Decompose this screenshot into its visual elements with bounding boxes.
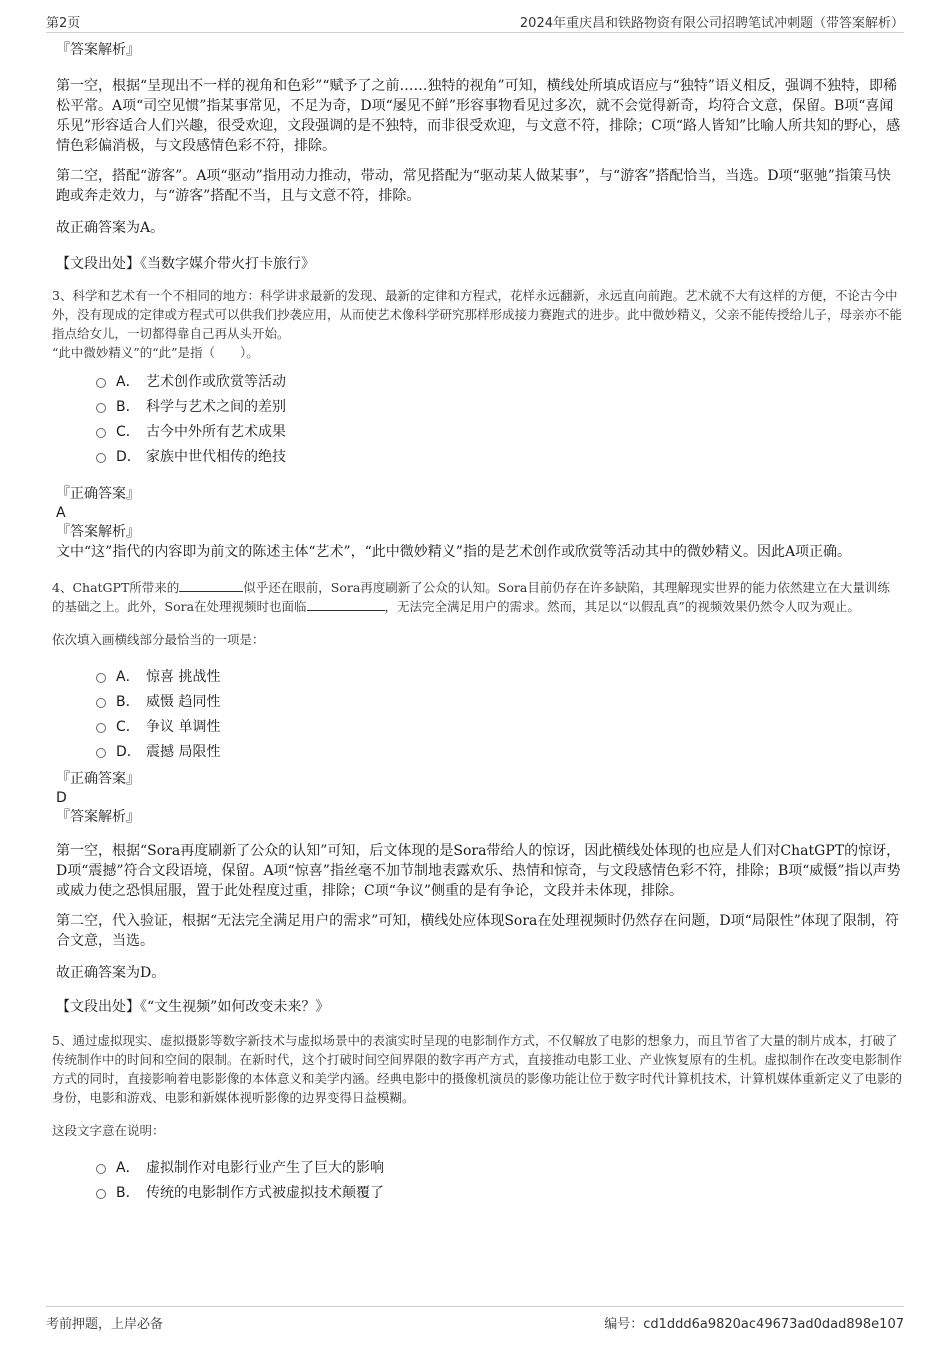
option-d[interactable]: D． 家族中世代相传的绝技 bbox=[96, 443, 902, 468]
analysis-label: 『答案解析』 bbox=[56, 42, 140, 58]
fill-blank bbox=[307, 598, 385, 611]
radio-icon[interactable] bbox=[96, 673, 106, 683]
conclusion-text: 故正确答案为A。 bbox=[56, 220, 165, 236]
radio-icon[interactable] bbox=[96, 453, 106, 463]
page-number: 第2页 bbox=[46, 16, 81, 31]
question-stem: 5、通过虚拟现实、虚拟摄影等数字新技术与虚拟场景中的表演实时呈现的电影制作方式，不仅解放了电影的想象力，而且节省了大量的制片成本，打破了传统制作中的时间和空间的限制。在新时代，这个打破时间空间界限的数字再产方式，直接推动电影工业、产业恢复原有的生机。虚拟制作在改变电影制作方式的同时，直接影响着电影影像的本体意义和美学内涵。经典电影中的摄像机演员的影像功能让位于数字时代计算机技术，计算机媒体重新定义了电影的身份，电影和游戏、电影和新媒体视听影像的边界变得日益模糊。 bbox=[52, 1033, 903, 1105]
radio-icon[interactable] bbox=[96, 1164, 106, 1174]
option-a[interactable]: A． 惊喜 挑战性 bbox=[96, 663, 902, 688]
question-prompt: 依次填入画横线部分最恰当的一项是： bbox=[52, 632, 265, 647]
analysis-paragraph: 第一空，根据“Sora再度刷新了公众的认知”可知，后文体现的是Sora带给人的惊讶，因此横线处体现的也应是人们对ChatGPT的惊讶，D项“震撼”符合文段语境，保留。A项“惊喜”指丝毫不加节制地表露欢乐、热情和惊奇，与文段感情色彩不符，排除；B项“威慑”指以声势或威力使之恐惧屈服，置于此处程度过重，排除；C项“争议”侧重的是有争论，文段并未体现，排除。 bbox=[56, 843, 901, 899]
radio-icon[interactable] bbox=[96, 748, 106, 758]
footer-slogan: 考前押题，上岸必备 bbox=[46, 1317, 164, 1332]
analysis-paragraph: 第二空，搭配“游客”。A项“驱动”指用动力推动，带动，常见搭配为“驱动某人做某事”，与“游客”搭配恰当，当选。D项“驱驰”指策马快跑或奔走效力，与“游客”搭配不当，且与文意不符，排除。 bbox=[56, 168, 891, 204]
page-content bbox=[52, 40, 903, 1204]
page-footer bbox=[46, 1306, 904, 1332]
question-prompt: 这段文字意在说明： bbox=[52, 1123, 165, 1138]
source-citation: 【文段出处】《“文生视频”如何改变未来？》 bbox=[56, 999, 330, 1015]
radio-icon[interactable] bbox=[96, 723, 106, 733]
source-citation: 【文段出处】《当数字媒介带火打卡旅行》 bbox=[56, 256, 315, 272]
radio-icon[interactable] bbox=[96, 698, 106, 708]
analysis-paragraph: 第二空，代入验证，根据“无法完全满足用户的需求”可知，横线处应体现Sora在处理视频时仍然存在问题，D项“局限性”体现了限制，符合文意，当选。 bbox=[56, 913, 899, 949]
document-title: 2024年重庆昌和铁路物资有限公司招聘笔试冲刺题（带答案解析） bbox=[519, 16, 904, 31]
options-list bbox=[96, 663, 902, 763]
option-b[interactable]: B． 威慑 趋同性 bbox=[96, 688, 902, 713]
option-b[interactable]: B． 科学与艺术之间的差别 bbox=[96, 393, 902, 418]
option-a[interactable]: A． 艺术创作或欣赏等活动 bbox=[96, 368, 902, 393]
analysis-paragraph: 第一空，根据“呈现出不一样的视角和色彩”“赋予了之前……独特的视角”可知，横线处所填成语应与“独特”语义相反，强调不独特，即稀松平常。A项“司空见惯”指某事常见，不足为奇，D项“屡见不鲜”形容事物看见过多次，就不会觉得新奇，均符合文意，保留。B项“喜闻乐见”形容适合人们兴趣，很受欢迎，文段强调的是不独特，而非很受欢迎，与文意不符，排除；C项“路人皆知”比喻人所共知的野心，感情色彩偏消极，与文段感情色彩不符，排除。 bbox=[56, 78, 901, 154]
document-code: 编号：cd1ddd6a9820ac49673ad0dad898e107 bbox=[604, 1317, 904, 1332]
radio-icon[interactable] bbox=[96, 428, 106, 438]
conclusion-text: 故正确答案为D。 bbox=[56, 965, 166, 981]
radio-icon[interactable] bbox=[96, 403, 106, 413]
options-list bbox=[96, 1154, 902, 1204]
fill-blank bbox=[179, 579, 243, 592]
analysis-label: 『答案解析』 bbox=[56, 809, 140, 825]
option-c[interactable]: C． 争议 单调性 bbox=[96, 713, 902, 738]
option-c[interactable]: C． 古今中外所有艺术成果 bbox=[96, 418, 902, 443]
correct-answer: D bbox=[56, 790, 67, 806]
analysis-label: 『答案解析』 bbox=[56, 524, 140, 540]
question-stem: 4、ChatGPT所带来的 似乎还在眼前，Sora再度刷新了公众的认知。Sora目前仍存在许多缺陷，其理解现实世界的能力依然建立在大量训练的基础之上。此外，Sora在处理视频时也面临 ，无法完全满足用户的需求。然而，其足以“以假乱真”的视频效果仍然令人叹为观止。 bbox=[52, 580, 890, 614]
correct-answer-label: 『正确答案』 bbox=[56, 486, 140, 502]
options-list bbox=[96, 368, 902, 468]
question-prompt: “此中微妙精义”的“此”是指（ ）。 bbox=[52, 345, 259, 360]
page-header bbox=[46, 10, 904, 33]
radio-icon[interactable] bbox=[96, 1189, 106, 1199]
correct-answer: A bbox=[56, 505, 66, 521]
option-d[interactable]: D． 震撼 局限性 bbox=[96, 738, 902, 763]
analysis-paragraph: 文中“这”指代的内容即为前文的陈述主体“艺术”，“此中微妙精义”指的是艺术创作或欣赏等活动其中的微妙精义。因此A项正确。 bbox=[56, 544, 852, 560]
radio-icon[interactable] bbox=[96, 378, 106, 388]
option-a[interactable]: A． 虚拟制作对电影行业产生了巨大的影响 bbox=[96, 1154, 902, 1179]
option-b[interactable]: B． 传统的电影制作方式被虚拟技术颠覆了 bbox=[96, 1179, 902, 1204]
correct-answer-label: 『正确答案』 bbox=[56, 771, 140, 787]
question-stem: 3、科学和艺术有一个不相同的地方：科学讲求最新的发现、最新的定律和方程式，花样永远翻新，永远直向前跑。艺术就不大有这样的方便，不论古今中外，没有现成的定律或方程式可以供我们抄袭应用，从而使艺术像科学研究那样形成接力赛跑式的进步。此中微妙精义，父亲不能传授给儿子，母亲亦不能指点给女儿，一切都得靠自己再从头开始。 bbox=[52, 288, 903, 341]
